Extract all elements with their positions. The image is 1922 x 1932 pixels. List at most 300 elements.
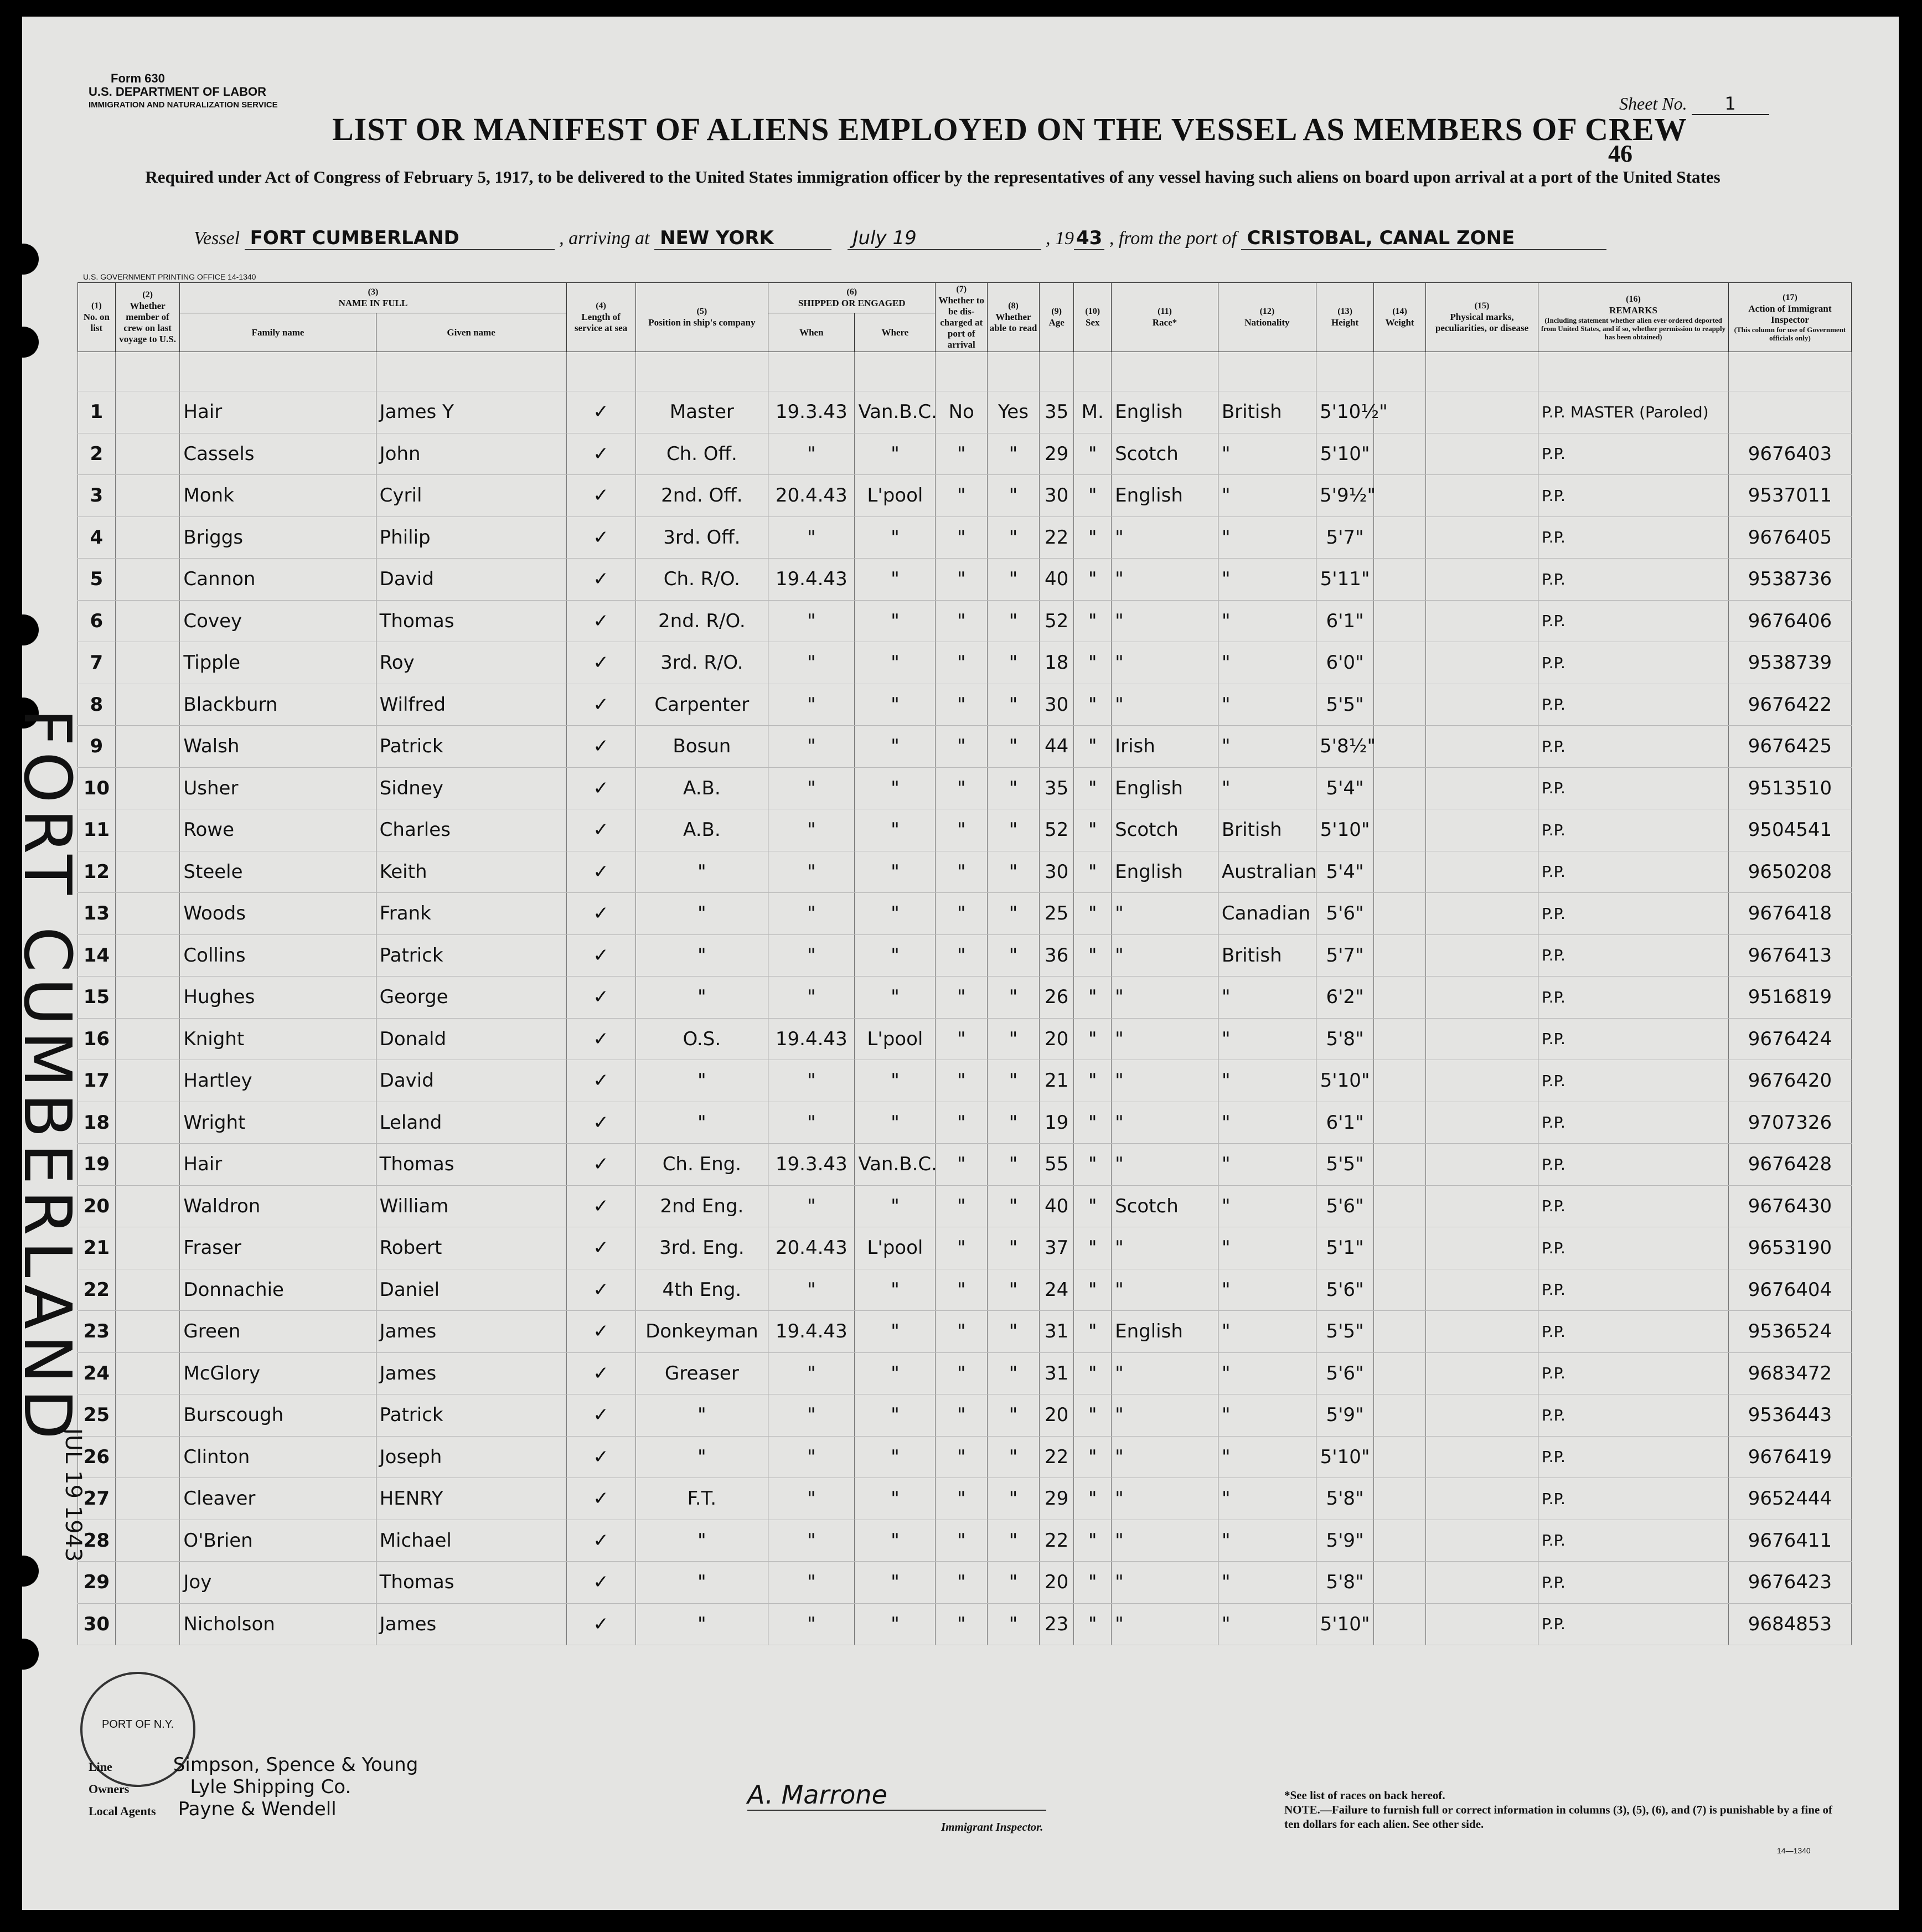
- table-row: [78, 1520, 1852, 1562]
- sex: ": [1074, 1185, 1112, 1227]
- nationality: ": [1218, 1060, 1316, 1102]
- sex: ": [1074, 642, 1112, 684]
- shipped-when: ": [768, 726, 855, 768]
- age: 21: [1039, 1060, 1074, 1102]
- remarks: P.P.: [1538, 1478, 1729, 1520]
- table-row: [78, 433, 1852, 475]
- inspector-action: 9676428: [1728, 1144, 1851, 1186]
- position: ": [636, 1102, 768, 1144]
- member-last-voyage: [115, 977, 180, 1019]
- col-header-race: (11) Race*: [1112, 283, 1218, 352]
- inspector-action: 9538739: [1728, 642, 1851, 684]
- length-of-service: ✓: [566, 809, 636, 851]
- sex: ": [1074, 684, 1112, 726]
- member-last-voyage: [115, 391, 180, 433]
- agents-row: Local Agents Payne & Wendell: [89, 1798, 337, 1820]
- able-to-read: ": [988, 600, 1040, 642]
- member-last-voyage: [115, 433, 180, 475]
- table-row: [78, 767, 1852, 809]
- family-name: Fraser: [180, 1227, 376, 1269]
- col-header-no: (1) No. on list: [78, 283, 116, 352]
- table-spacer-row: [78, 352, 1852, 391]
- row-number: 23: [78, 1311, 116, 1353]
- given-name: Thomas: [376, 1144, 566, 1186]
- family-name: Nicholson: [180, 1603, 376, 1645]
- remarks: P.P.: [1538, 1227, 1729, 1269]
- position: 3rd. Off.: [636, 516, 768, 559]
- shipped-when: ": [768, 767, 855, 809]
- given-name: Sidney: [376, 767, 566, 809]
- physical-marks: [1425, 391, 1538, 433]
- member-last-voyage: [115, 1562, 180, 1604]
- inspector-signature: A. Marrone: [747, 1780, 1046, 1811]
- position: ": [636, 893, 768, 935]
- weight: [1374, 767, 1426, 809]
- family-name: Hair: [180, 1144, 376, 1186]
- member-last-voyage: [115, 893, 180, 935]
- col-header-sex: (10) Sex: [1074, 283, 1112, 352]
- race: ": [1112, 1102, 1218, 1144]
- nationality: ": [1218, 684, 1316, 726]
- discharged: ": [936, 559, 988, 601]
- position: Ch. R/O.: [636, 559, 768, 601]
- length-of-service: ✓: [566, 726, 636, 768]
- punch-hole: [8, 1639, 39, 1670]
- remarks: P.P.: [1538, 559, 1729, 601]
- position: Carpenter: [636, 684, 768, 726]
- row-number: 26: [78, 1436, 116, 1478]
- height: 5'7": [1316, 934, 1373, 977]
- row-number: 16: [78, 1018, 116, 1060]
- race: English: [1112, 475, 1218, 517]
- row-number: 8: [78, 684, 116, 726]
- inspector-action: 9676422: [1728, 684, 1851, 726]
- shipped-when: ": [768, 1352, 855, 1394]
- shipped-when: ": [768, 893, 855, 935]
- family-name: Briggs: [180, 516, 376, 559]
- sex: ": [1074, 851, 1112, 893]
- table-row: [78, 1102, 1852, 1144]
- remarks: P.P.: [1538, 684, 1729, 726]
- shipped-where: ": [855, 1269, 936, 1311]
- row-number: 14: [78, 934, 116, 977]
- physical-marks: [1425, 1394, 1538, 1437]
- department-name: U.S. DEPARTMENT OF LABOR: [89, 85, 267, 99]
- shipped-when: ": [768, 1603, 855, 1645]
- member-last-voyage: [115, 1311, 180, 1353]
- given-name: Daniel: [376, 1269, 566, 1311]
- height: 5'10½": [1316, 391, 1373, 433]
- age: 52: [1039, 809, 1074, 851]
- sex: ": [1074, 1227, 1112, 1269]
- row-number: 18: [78, 1102, 116, 1144]
- col-header-action: (17) Action of Immigrant Inspector (This column for use of Government officials only): [1728, 283, 1851, 352]
- shipped-when: ": [768, 516, 855, 559]
- member-last-voyage: [115, 1269, 180, 1311]
- able-to-read: ": [988, 1102, 1040, 1144]
- shipped-where: ": [855, 934, 936, 977]
- family-name: McGlory: [180, 1352, 376, 1394]
- vessel-line: [194, 227, 1606, 250]
- table-row: [78, 934, 1852, 977]
- shipped-where: ": [855, 767, 936, 809]
- row-number: 17: [78, 1060, 116, 1102]
- inspector-action: 9676418: [1728, 893, 1851, 935]
- length-of-service: ✓: [566, 934, 636, 977]
- remarks: P.P.: [1538, 1269, 1729, 1311]
- family-name: Cleaver: [180, 1478, 376, 1520]
- weight: [1374, 516, 1426, 559]
- col-header-member: (2) Whether member of crew on last voyage to U.S.: [115, 283, 180, 352]
- remarks: P.P.: [1538, 1018, 1729, 1060]
- table-row: [78, 1436, 1852, 1478]
- inspector-action: 9676411: [1728, 1520, 1851, 1562]
- member-last-voyage: [115, 1018, 180, 1060]
- age: 30: [1039, 684, 1074, 726]
- age: 37: [1039, 1227, 1074, 1269]
- remarks: P.P.: [1538, 1520, 1729, 1562]
- from-label: , from the port of: [1109, 228, 1237, 249]
- discharged: ": [936, 726, 988, 768]
- length-of-service: ✓: [566, 1269, 636, 1311]
- col-header-age: (9) Age: [1039, 283, 1074, 352]
- remarks: P.P.: [1538, 977, 1729, 1019]
- remarks: P.P.: [1538, 600, 1729, 642]
- physical-marks: [1425, 851, 1538, 893]
- age: 26: [1039, 977, 1074, 1019]
- age: 19: [1039, 1102, 1074, 1144]
- nationality: ": [1218, 1394, 1316, 1437]
- nationality: ": [1218, 1185, 1316, 1227]
- height: 5'9½": [1316, 475, 1373, 517]
- shipped-where: ": [855, 893, 936, 935]
- able-to-read: ": [988, 684, 1040, 726]
- physical-marks: [1425, 475, 1538, 517]
- given-name: James: [376, 1311, 566, 1353]
- family-name: Steele: [180, 851, 376, 893]
- given-name: James Y: [376, 391, 566, 433]
- able-to-read: ": [988, 767, 1040, 809]
- family-name: Monk: [180, 475, 376, 517]
- weight: [1374, 1269, 1426, 1311]
- sex: ": [1074, 1436, 1112, 1478]
- position: ": [636, 977, 768, 1019]
- given-name: Charles: [376, 809, 566, 851]
- col-header-read: (8) Whether able to read: [988, 283, 1040, 352]
- vessel-name: FORT CUMBERLAND: [245, 227, 555, 250]
- given-name: Patrick: [376, 726, 566, 768]
- discharged: ": [936, 1436, 988, 1478]
- shipped-where: L'pool: [855, 1227, 936, 1269]
- shipped-when: ": [768, 809, 855, 851]
- height: 5'8": [1316, 1562, 1373, 1604]
- weight: [1374, 934, 1426, 977]
- given-name: David: [376, 559, 566, 601]
- line-value: Simpson, Spence & Young: [173, 1754, 418, 1776]
- table-row: [78, 516, 1852, 559]
- nationality: ": [1218, 1311, 1316, 1353]
- able-to-read: ": [988, 809, 1040, 851]
- row-number: 2: [78, 433, 116, 475]
- row-number: 30: [78, 1603, 116, 1645]
- given-name: Michael: [376, 1520, 566, 1562]
- inspector-action: 9684853: [1728, 1603, 1851, 1645]
- length-of-service: ✓: [566, 1018, 636, 1060]
- weight: [1374, 1436, 1426, 1478]
- sex: ": [1074, 1102, 1112, 1144]
- height: 5'5": [1316, 1311, 1373, 1353]
- age: 40: [1039, 1185, 1074, 1227]
- shipped-when: ": [768, 977, 855, 1019]
- weight: [1374, 1185, 1426, 1227]
- discharged: ": [936, 516, 988, 559]
- discharged: ": [936, 1060, 988, 1102]
- weight: [1374, 1227, 1426, 1269]
- weight: [1374, 1018, 1426, 1060]
- given-name: Patrick: [376, 934, 566, 977]
- age: 35: [1039, 391, 1074, 433]
- discharged: ": [936, 767, 988, 809]
- sex: ": [1074, 726, 1112, 768]
- age: 52: [1039, 600, 1074, 642]
- shipped-when: ": [768, 642, 855, 684]
- table-row: [78, 977, 1852, 1019]
- member-last-voyage: [115, 1603, 180, 1645]
- shipped-when: ": [768, 1394, 855, 1437]
- service-name: IMMIGRATION AND NATURALIZATION SERVICE: [89, 100, 278, 110]
- able-to-read: ": [988, 1520, 1040, 1562]
- inspector-action: 9513510: [1728, 767, 1851, 809]
- age: 30: [1039, 475, 1074, 517]
- family-name: Tipple: [180, 642, 376, 684]
- remarks: P.P.: [1538, 934, 1729, 977]
- age: 44: [1039, 726, 1074, 768]
- shipped-when: ": [768, 600, 855, 642]
- discharged: ": [936, 977, 988, 1019]
- owners-row: Owners Lyle Shipping Co.: [89, 1776, 352, 1798]
- weight: [1374, 851, 1426, 893]
- family-name: Covey: [180, 600, 376, 642]
- discharged: ": [936, 1269, 988, 1311]
- sex: ": [1074, 1144, 1112, 1186]
- nationality: ": [1218, 977, 1316, 1019]
- weight: [1374, 1102, 1426, 1144]
- family-name: Hair: [180, 391, 376, 433]
- family-name: Cannon: [180, 559, 376, 601]
- length-of-service: ✓: [566, 1478, 636, 1520]
- row-number: 20: [78, 1185, 116, 1227]
- sex: ": [1074, 1520, 1112, 1562]
- race: ": [1112, 1478, 1218, 1520]
- shipped-when: 19.3.43: [768, 1144, 855, 1186]
- given-name: Philip: [376, 516, 566, 559]
- discharged: ": [936, 1102, 988, 1144]
- nationality: ": [1218, 1520, 1316, 1562]
- table-row: [78, 851, 1852, 893]
- position: 2nd Eng.: [636, 1185, 768, 1227]
- weight: [1374, 1478, 1426, 1520]
- physical-marks: [1425, 1352, 1538, 1394]
- race: ": [1112, 1018, 1218, 1060]
- given-name: Wilfred: [376, 684, 566, 726]
- shipped-when: 20.4.43: [768, 475, 855, 517]
- length-of-service: ✓: [566, 642, 636, 684]
- able-to-read: ": [988, 1562, 1040, 1604]
- sex: ": [1074, 809, 1112, 851]
- member-last-voyage: [115, 1436, 180, 1478]
- sheet-value: 1: [1692, 93, 1769, 115]
- able-to-read: ": [988, 893, 1040, 935]
- physical-marks: [1425, 1478, 1538, 1520]
- position: A.B.: [636, 767, 768, 809]
- remarks: P.P.: [1538, 642, 1729, 684]
- height: 6'1": [1316, 600, 1373, 642]
- shipped-when: 20.4.43: [768, 1227, 855, 1269]
- height: 5'10": [1316, 433, 1373, 475]
- family-name: Walsh: [180, 726, 376, 768]
- page-number: 46: [1608, 140, 1632, 167]
- nationality: ": [1218, 726, 1316, 768]
- age: 31: [1039, 1311, 1074, 1353]
- remarks: P.P.: [1538, 1562, 1729, 1604]
- weight: [1374, 1520, 1426, 1562]
- discharged: ": [936, 893, 988, 935]
- nationality: British: [1218, 809, 1316, 851]
- discharged: ": [936, 684, 988, 726]
- table-row: [78, 893, 1852, 935]
- age: 22: [1039, 1436, 1074, 1478]
- race: ": [1112, 1060, 1218, 1102]
- inspector-action: 9676424: [1728, 1018, 1851, 1060]
- age: 29: [1039, 1478, 1074, 1520]
- discharged: ": [936, 809, 988, 851]
- discharged: ": [936, 642, 988, 684]
- table-row: [78, 1352, 1852, 1394]
- row-number: 22: [78, 1269, 116, 1311]
- able-to-read: ": [988, 977, 1040, 1019]
- discharged: ": [936, 1185, 988, 1227]
- discharged: ": [936, 475, 988, 517]
- vessel-name-stamp: FORT CUMBERLAND: [9, 709, 86, 1445]
- table-row: [78, 809, 1852, 851]
- shipped-where: ": [855, 1394, 936, 1437]
- col-header-where: Where: [855, 313, 936, 352]
- col-header-family-name: Family name: [180, 313, 376, 352]
- family-name: Clinton: [180, 1436, 376, 1478]
- position: 4th Eng.: [636, 1269, 768, 1311]
- family-name: Green: [180, 1311, 376, 1353]
- given-name: Keith: [376, 851, 566, 893]
- race: English: [1112, 851, 1218, 893]
- shipped-where: ": [855, 559, 936, 601]
- shipped-where: ": [855, 600, 936, 642]
- remarks: P.P.: [1538, 809, 1729, 851]
- inspector-action: 9516819: [1728, 977, 1851, 1019]
- col-header-physical: (15) Physical marks, peculiarities, or disease: [1425, 283, 1538, 352]
- shipped-when: ": [768, 1060, 855, 1102]
- discharged: ": [936, 1394, 988, 1437]
- able-to-read: ": [988, 1018, 1040, 1060]
- nationality: ": [1218, 1562, 1316, 1604]
- remarks: P.P.: [1538, 1603, 1729, 1645]
- row-number: 6: [78, 600, 116, 642]
- row-number: 11: [78, 809, 116, 851]
- position: Greaser: [636, 1352, 768, 1394]
- race: ": [1112, 934, 1218, 977]
- member-last-voyage: [115, 600, 180, 642]
- col-header-discharged: (7) Whether to be dis-charged at port of arrival: [936, 283, 988, 352]
- table-row: [78, 1269, 1852, 1311]
- length-of-service: ✓: [566, 767, 636, 809]
- col-header-nationality: (12) Nationality: [1218, 283, 1316, 352]
- sex: ": [1074, 977, 1112, 1019]
- able-to-read: ": [988, 851, 1040, 893]
- nationality: ": [1218, 1144, 1316, 1186]
- remarks: P.P.: [1538, 1185, 1729, 1227]
- family-name: Wright: [180, 1102, 376, 1144]
- member-last-voyage: [115, 559, 180, 601]
- length-of-service: ✓: [566, 1520, 636, 1562]
- shipped-where: ": [855, 809, 936, 851]
- given-name: Thomas: [376, 600, 566, 642]
- weight: [1374, 600, 1426, 642]
- member-last-voyage: [115, 726, 180, 768]
- physical-marks: [1425, 1185, 1538, 1227]
- member-last-voyage: [115, 1144, 180, 1186]
- sex: ": [1074, 1311, 1112, 1353]
- weight: [1374, 475, 1426, 517]
- weight: [1374, 1603, 1426, 1645]
- given-name: Cyril: [376, 475, 566, 517]
- remarks: P.P.: [1538, 1394, 1729, 1437]
- races-note: *See list of races on back hereof.: [1284, 1789, 1445, 1802]
- race: ": [1112, 642, 1218, 684]
- height: 5'5": [1316, 1144, 1373, 1186]
- family-name: Hartley: [180, 1060, 376, 1102]
- shipped-where: ": [855, 851, 936, 893]
- date-stamp: JUL 19 1943: [60, 1428, 86, 1562]
- inspector-action: 9504541: [1728, 809, 1851, 851]
- family-name: O'Brien: [180, 1520, 376, 1562]
- physical-marks: [1425, 1603, 1538, 1645]
- member-last-voyage: [115, 475, 180, 517]
- weight: [1374, 684, 1426, 726]
- row-number: 3: [78, 475, 116, 517]
- position: Ch. Eng.: [636, 1144, 768, 1186]
- length-of-service: ✓: [566, 1227, 636, 1269]
- inspector-action: 9652444: [1728, 1478, 1851, 1520]
- able-to-read: ": [988, 1311, 1040, 1353]
- member-last-voyage: [115, 1478, 180, 1520]
- family-name: Woods: [180, 893, 376, 935]
- shipped-where: ": [855, 1603, 936, 1645]
- age: 36: [1039, 934, 1074, 977]
- age: 40: [1039, 559, 1074, 601]
- nationality: ": [1218, 600, 1316, 642]
- discharged: ": [936, 1018, 988, 1060]
- race: Irish: [1112, 726, 1218, 768]
- weight: [1374, 642, 1426, 684]
- shipped-where: L'pool: [855, 1018, 936, 1060]
- row-number: 29: [78, 1562, 116, 1604]
- nationality: ": [1218, 1603, 1316, 1645]
- family-name: Collins: [180, 934, 376, 977]
- shipped-where: ": [855, 1185, 936, 1227]
- row-number: 4: [78, 516, 116, 559]
- table-row: [78, 684, 1852, 726]
- nationality: Canadian: [1218, 893, 1316, 935]
- able-to-read: ": [988, 1269, 1040, 1311]
